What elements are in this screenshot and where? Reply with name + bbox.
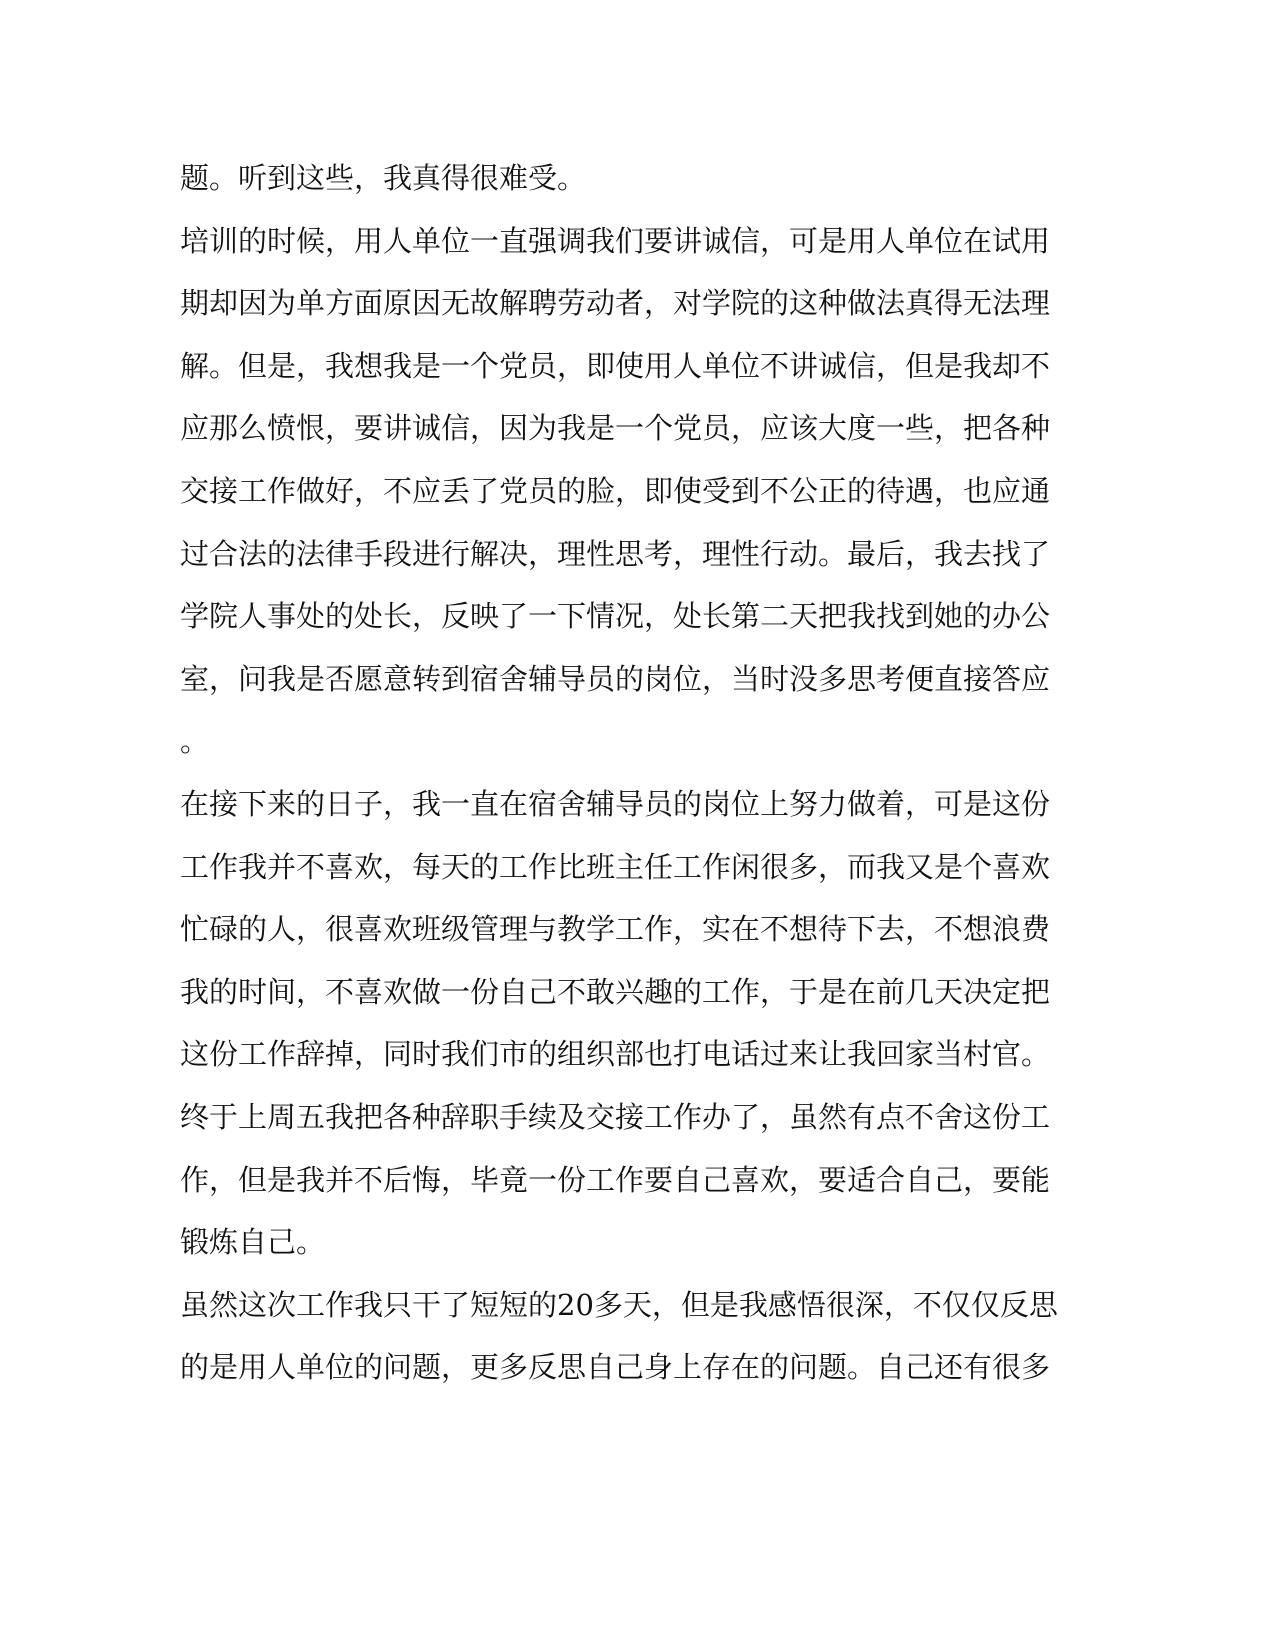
text-line: 学院人事处的处长，反映了一下情况，处长第二天把我找到她的办公 (180, 599, 1051, 634)
text-line: 交接工作做好，不应丢了党员的脸，即使受到不公正的待遇，也应通 (180, 473, 1051, 508)
text-line: 作，但是我并不后悔，毕竟一份工作要自己喜欢，要适合自己，要能 (180, 1162, 1051, 1197)
text-line: 我的时间，不喜欢做一份自己不敢兴趣的工作，于是在前几天决定把 (180, 974, 1051, 1009)
text-line: 室，问我是否愿意转到宿舍辅导员的岗位，当时没多思考便直接答应 (180, 661, 1051, 696)
text-line: 培训的时候，用人单位一直强调我们要讲诚信，可是用人单位在试用 (180, 223, 1051, 258)
text-line: 。 (180, 724, 210, 759)
text-line: 在接下来的日子，我一直在宿舍辅导员的岗位上努力做着，可是这份 (180, 786, 1051, 821)
text-line: 锻炼自己。 (180, 1225, 326, 1260)
text-line: 期却因为单方面原因无故解聘劳动者，对学院的这种做法真得无法理 (180, 286, 1051, 321)
text-line: 这份工作辞掉，同时我们市的组织部也打电话过来让我回家当村官。 (180, 1037, 1051, 1072)
body-text (180, 147, 1060, 1399)
text-line: 解。但是，我想我是一个党员，即使用人单位不讲诚信，但是我却不 (180, 348, 1051, 383)
text-line: 题。听到这些，我真得很难受。 (180, 161, 587, 195)
text-line: 虽然这次工作我只干了短短的20多天，但是我感悟很深，不仅仅反思 (180, 1287, 1058, 1322)
text-line: 的是用人单位的问题，更多反思自己身上存在的问题。自己还有很多 (180, 1350, 1051, 1385)
text-line: 终于上周五我把各种辞职手续及交接工作办了，虽然有点不舍这份工 (180, 1099, 1051, 1134)
text-line: 过合法的法律手段进行解决，理性思考，理性行动。最后，我去找了 (180, 536, 1051, 571)
text-line: 忙碌的人，很喜欢班级管理与教学工作，实在不想待下去，不想浪费 (180, 912, 1051, 947)
text-line: 工作我并不喜欢，每天的工作比班主任工作闲很多，而我又是个喜欢 (180, 849, 1051, 884)
text-line: 应那么愤恨，要讲诚信，因为我是一个党员，应该大度一些，把各种 (180, 411, 1051, 446)
